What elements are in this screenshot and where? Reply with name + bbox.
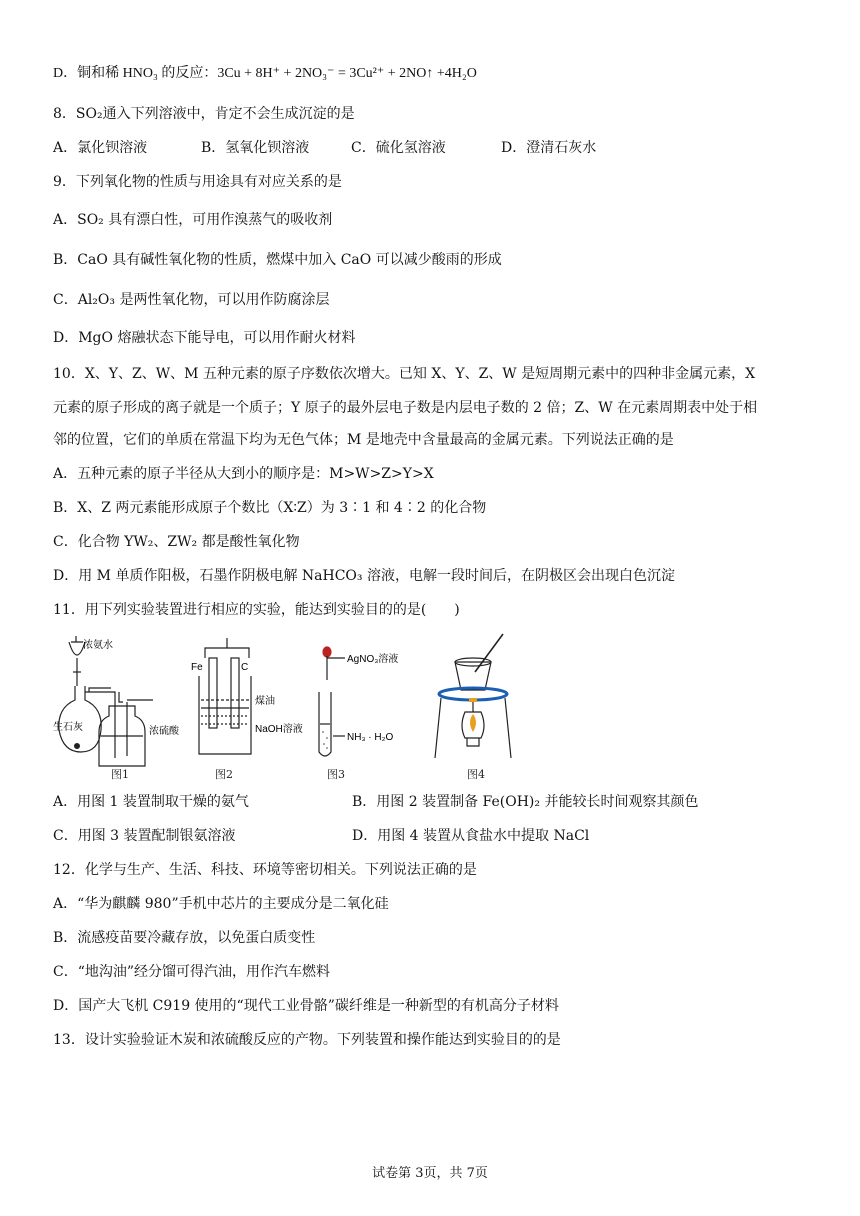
q12-option-a: A．“华为麒麟 980”手机中芯片的主要成分是二氧化硅 — [53, 896, 389, 912]
fig3-label-ammonia: NH₃ · H₂O — [347, 732, 394, 743]
fig4-caption: 图4 — [467, 768, 485, 781]
figure-1-ammonia-apparatus — [53, 628, 179, 780]
fig2-label-naoh: NaOH溶液 — [255, 724, 303, 735]
q12-option-b: B．流感疫苗要冷藏存放，以免蛋白质变性 — [53, 930, 316, 946]
q9-option-a: A．SO₂ 具有漂白性，可用作溴蒸气的吸收剂 — [53, 212, 333, 228]
fig1-caption: 图1 — [111, 768, 129, 781]
q7-option-d: D．铜和稀 HNO₃ 的反应：3Cu + 8H⁺ + 2NO₃⁻ = 3Cu²⁺ + 2NO↑ +4H₂O — [53, 66, 477, 81]
q10-option-d: D．用 M 单质作阳极，石墨作阴极电解 NaHCO₃ 溶液，电解一段时间后，在阴极区会出现白色沉淀 — [53, 568, 675, 584]
fig2-caption: 图2 — [215, 768, 233, 781]
q8-option-b: B．氢氧化钡溶液 — [201, 140, 310, 156]
q11-option-b: B．用图 2 装置制备 Fe(OH)₂ 并能较长时间观察其颜色 — [352, 794, 699, 810]
figure-4-evaporation-apparatus — [431, 628, 515, 768]
q12-stem: 12．化学与生产、生活、科技、环境等密切相关。下列说法正确的是 — [53, 862, 477, 878]
figure-2-electrolysis-apparatus — [189, 628, 309, 768]
fig1-label-conc-sulfuric: 浓硫酸 — [149, 726, 179, 737]
figure-3-test-tube — [315, 628, 415, 768]
fig1-label-ammonia-water: 浓氨水 — [83, 640, 113, 651]
q8-stem: 8．SO₂通入下列溶液中，肯定不会生成沉淀的是 — [53, 106, 355, 122]
fig3-caption: 图3 — [327, 768, 345, 781]
q12-option-c: C．“地沟油”经分馏可得汽油，用作汽车燃料 — [53, 964, 331, 980]
q11-option-a: A．用图 1 装置制取干燥的氨气 — [53, 794, 249, 810]
q8-option-c: C．硫化氢溶液 — [351, 140, 446, 156]
q11-stem: 11．用下列实验装置进行相应的实验，能达到实验目的的是( ) — [53, 602, 460, 618]
fig2-label-fe: Fe — [191, 662, 203, 673]
fig3-label-agno3: AgNO₃溶液 — [347, 654, 399, 665]
q9-option-b: B．CaO 具有碱性氧化物的性质，燃煤中加入 CaO 可以减少酸雨的形成 — [53, 252, 502, 268]
q12-option-d: D．国产大飞机 C919 使用的“现代工业骨骼”碳纤维是一种新型的有机高分子材料 — [53, 998, 559, 1014]
q9-stem: 9．下列氧化物的性质与用途具有对应关系的是 — [53, 174, 342, 190]
q10-option-a: A．五种元素的原子半径从大到小的顺序是：M>W>Z>Y>X — [53, 466, 434, 482]
q10-option-c: C．化合物 YW₂、ZW₂ 都是酸性氧化物 — [53, 534, 300, 550]
q10-option-b: B．X、Z 两元素能形成原子个数比（X∶Z）为 3∶1 和 4∶2 的化合物 — [53, 500, 487, 516]
q11-option-d: D．用图 4 装置从食盐水中提取 NaCl — [352, 828, 590, 844]
q13-stem: 13．设计实验验证木炭和浓硫酸反应的产物。下列装置和操作能达到实验目的的是 — [53, 1032, 561, 1048]
q8-option-d: D．澄清石灰水 — [501, 140, 597, 156]
q11-option-c: C．用图 3 装置配制银氨溶液 — [53, 828, 236, 844]
q11-apparatus-figures — [53, 628, 513, 780]
fig2-label-c: C — [241, 662, 249, 673]
fig2-label-kerosene: 煤油 — [255, 696, 275, 707]
q8-option-a: A．氯化钡溶液 — [53, 140, 148, 156]
q9-option-c: C．Al₂O₃ 是两性氧化物，可以用作防腐涂层 — [53, 292, 330, 308]
q9-option-d: D．MgO 熔融状态下能导电，可以用作耐火材料 — [53, 330, 356, 346]
fig1-label-quicklime: 生石灰 — [53, 722, 83, 733]
q10-stem-line-2: 元素的原子形成的离子就是一个质子；Y 原子的最外层电子数是内层电子数的 2 倍；Z、W 在元素周期表中处于相 — [53, 400, 758, 416]
q10-stem-line-1: 10．X、Y、Z、W、M 五种元素的原子序数依次增大。已知 X、Y、Z、W 是短周期元素中的四种非金属元素，X — [53, 366, 756, 382]
page-footer: 试卷第 3页，共 7页 — [372, 1166, 488, 1181]
q10-stem-line-3: 邻的位置，它们的单质在常温下均为无色气体；M 是地壳中含量最高的金属元素。下列说法正确的是 — [53, 432, 674, 448]
